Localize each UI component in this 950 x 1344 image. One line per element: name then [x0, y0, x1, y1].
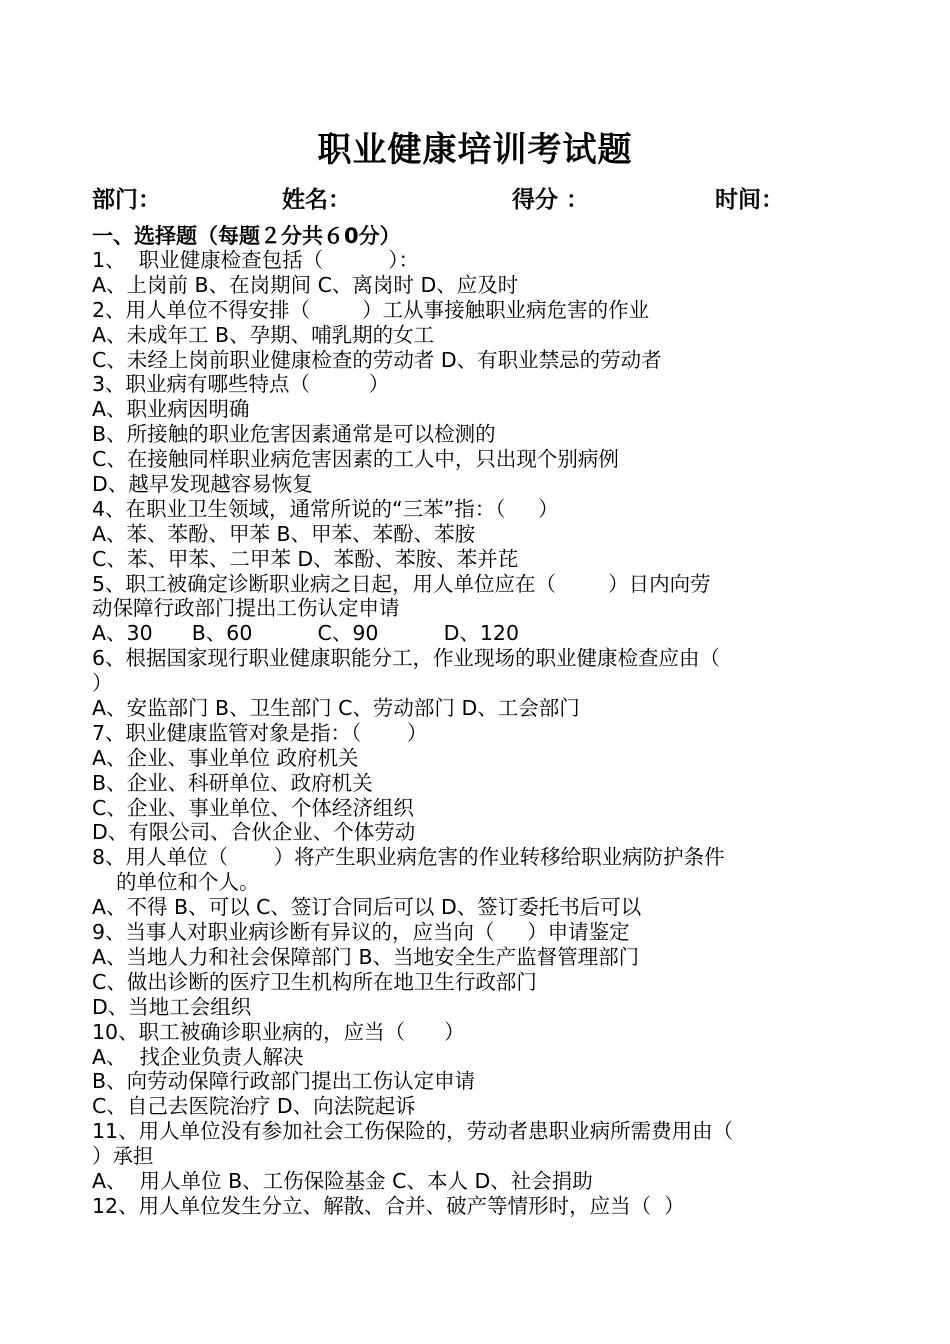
- question-line: 11、用人单位没有参加社会工伤保险的，劳动者患职业病所需费用由（: [92, 1119, 734, 1144]
- question-line: C、未经上岗前职业健康检查的劳动者 D、有职业禁忌的劳动者: [92, 347, 662, 372]
- question-line: A、上岗前 B、在岗期间 C、离岗时 D、应及时: [92, 272, 519, 297]
- question-line: ）承担: [92, 1144, 154, 1169]
- question-list: [92, 248, 862, 1219]
- question-line: C、自己去医院治疗 D、向法院起诉: [92, 1094, 416, 1119]
- question-line: 4、在职业卫生领域，通常所说的“三苯”指：（ ）: [92, 496, 559, 521]
- question-line: C、苯、甲苯、二甲苯 D、苯酚、苯胺、苯并芘: [92, 546, 519, 571]
- page-title: 职业健康培训考试题: [317, 130, 633, 170]
- question-line: D、越早发现越容易恢复: [92, 472, 313, 497]
- question-line: A、苯、苯酚、甲苯 B、甲苯、苯酚、苯胺: [92, 521, 476, 546]
- question-line: A、不得 B、可以 C、签订合同后可以 D、签订委托书后可以: [92, 895, 642, 920]
- question-line: 5、职工被确定诊断职业病之日起，用人单位应在（ ）日内向劳: [92, 571, 711, 596]
- question-line: 12、用人单位发生分立、解散、合并、破产等情形时，应当（ ）: [92, 1193, 685, 1218]
- question-line: ）: [92, 671, 113, 696]
- header-fields: [92, 183, 872, 217]
- time-label: 时间：: [715, 187, 784, 213]
- question-line: B、向劳动保障行政部门提出工伤认定申请: [92, 1069, 476, 1094]
- question-line: A、职业病因明确: [92, 397, 250, 422]
- department-label: 部门：: [92, 187, 161, 213]
- question-line: C、做出诊断的医疗卫生机构所在地卫生行政部门: [92, 969, 537, 994]
- question-line: B、所接触的职业危害因素通常是可以检测的: [92, 422, 496, 447]
- question-line: A、30 B、60 C、90 D、120: [92, 621, 519, 646]
- score-label: 得分 ：: [512, 187, 590, 213]
- name-label: 姓名：: [282, 187, 351, 213]
- question-line: 10、职工被确诊职业病的，应当（ ）: [92, 1019, 465, 1044]
- question-line: B、企业、科研单位、政府机关: [92, 770, 373, 795]
- question-line: A、企业、事业单位 政府机关: [92, 745, 359, 770]
- question-line: 的单位和个人。: [116, 870, 260, 895]
- question-line: 2、用人单位不得安排（ ）工从事接触职业病危害的作业: [92, 297, 650, 322]
- question-line: 9、当事人对职业病诊断有异议的，应当向（ ）申请鉴定: [92, 920, 630, 945]
- question-line: C、在接触同样职业病危害因素的工人中，只出现个别病例: [92, 447, 619, 472]
- question-line: C、企业、事业单位、个体经济组织: [92, 795, 414, 820]
- question-line: A、 用人单位 B、工伤保险基金 C、本人 D、社会捐助: [92, 1168, 593, 1193]
- question-line: A、当地人力和社会保障部门 B、当地安全生产监督管理部门: [92, 944, 640, 969]
- question-line: D、有限公司、合伙企业、个体劳动: [92, 820, 416, 845]
- question-line: A、安监部门 B、卫生部门 C、劳动部门 D、工会部门: [92, 696, 580, 721]
- question-line: 6、根据国家现行职业健康职能分工，作业现场的职业健康检查应由（: [92, 646, 721, 671]
- question-line: 动保障行政部门提出工伤认定申请: [92, 596, 400, 621]
- question-line: A、未成年工 B、孕期、哺乳期的女工: [92, 322, 435, 347]
- question-line: 1、 职业健康检查包括（ ）：: [92, 248, 419, 272]
- question-line: A、 找企业负责人解决: [92, 1044, 304, 1069]
- question-line: 8、用人单位（ ）将产生职业病危害的作业转移给职业病防护条件: [92, 845, 725, 870]
- section-heading: 一、选择题（每题２分共６0分）: [92, 224, 401, 248]
- question-line: D、当地工会组织: [92, 994, 252, 1019]
- question-line: 7、职业健康监管对象是指：（ ）: [92, 720, 428, 745]
- question-line: 3、职业病有哪些特点（ ）: [92, 372, 390, 397]
